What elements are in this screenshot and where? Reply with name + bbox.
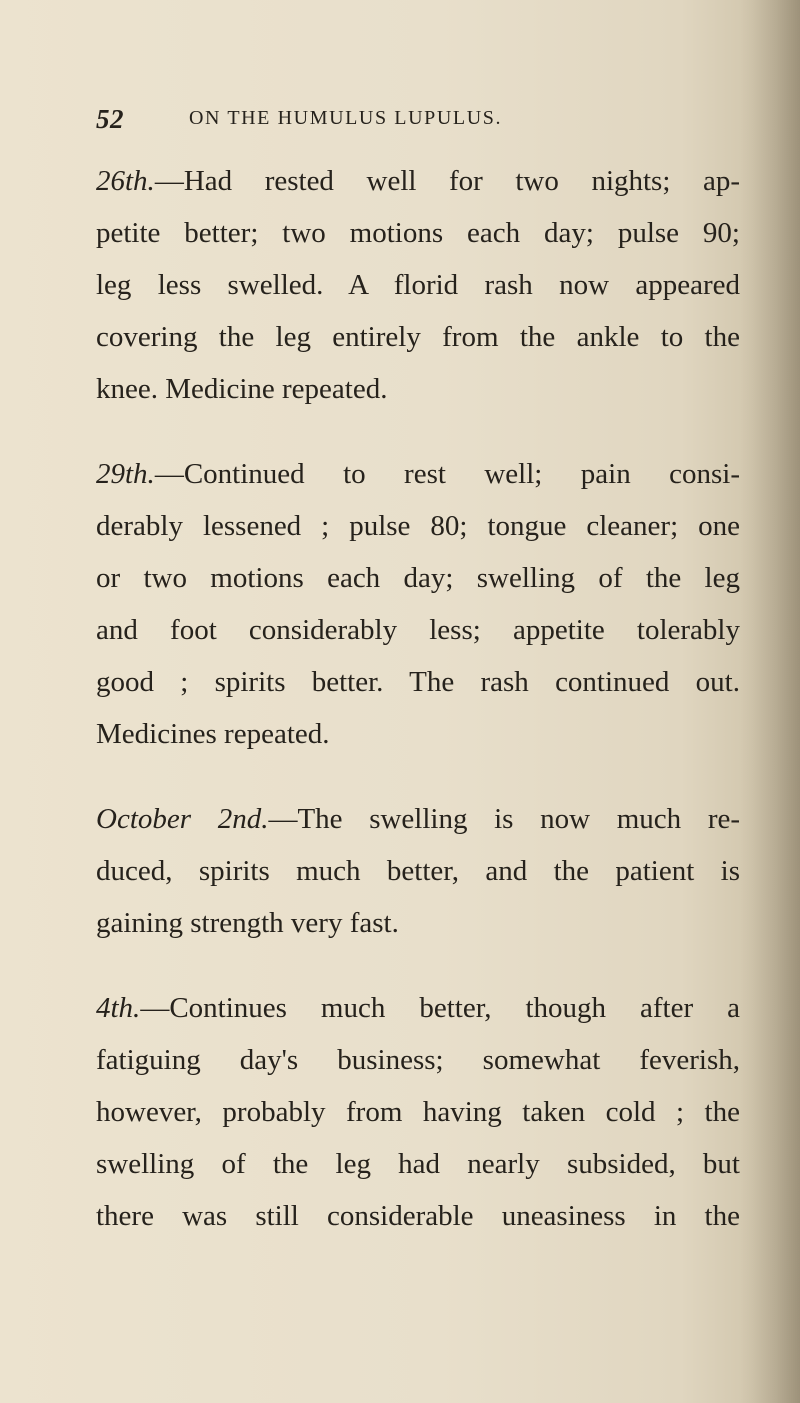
- entry-october-2nd: [96, 801, 740, 957]
- text-line: covering the leg entirely from the ankle to the: [96, 321, 740, 353]
- text-line: [96, 456, 740, 508]
- text-line: [96, 801, 740, 853]
- text-line: derably lessened ; pulse 80; tongue cleaner; one: [96, 510, 740, 542]
- text-line: duced, spirits much better, and the patient is: [96, 855, 740, 887]
- text-line: [96, 163, 740, 215]
- body-text: [96, 163, 740, 1283]
- page-edge-shadow: [740, 0, 800, 1403]
- text-line: leg less swelled. A florid rash now appeared: [96, 269, 740, 301]
- entry-29th: [96, 456, 740, 768]
- page-header: [96, 104, 696, 144]
- text-line: [96, 990, 740, 1042]
- text-line: petite better; two motions each day; pulse 90;: [96, 217, 740, 249]
- line-text: —Continued to rest well; pain consi-: [154, 458, 740, 490]
- entry-date: 29th.: [96, 458, 155, 490]
- text-line: good ; spirits better. The rash continued out.: [96, 666, 740, 698]
- text-line: and foot considerably less; appetite tolerably: [96, 614, 740, 646]
- entry-26th: [96, 163, 740, 423]
- entry-date: October 2nd.: [96, 803, 269, 835]
- text-line: fatiguing day's business; somewhat feverish,: [96, 1044, 740, 1076]
- text-line: Medicines repeated.: [96, 718, 330, 750]
- text-line: swelling of the leg had nearly subsided, but: [96, 1148, 740, 1180]
- text-line: or two motions each day; swelling of the leg: [96, 562, 740, 594]
- text-line: knee. Medicine repeated.: [96, 373, 388, 405]
- running-title: ON THE HUMULUS LUPULUS.: [189, 107, 503, 129]
- text-line: there was still considerable uneasiness in the: [96, 1200, 740, 1232]
- line-text: —Had rested well for two nights; ap-: [154, 165, 740, 197]
- text-line: however, probably from having taken cold ; the: [96, 1096, 740, 1128]
- line-text: —Continues much better, though after a: [140, 992, 740, 1024]
- text-line: gaining strength very fast.: [96, 907, 399, 939]
- entry-date: 4th.: [96, 992, 141, 1024]
- entry-4th: [96, 990, 740, 1250]
- entry-date: 26th.: [96, 165, 155, 197]
- page-number: 52: [96, 104, 124, 134]
- line-text: —The swelling is now much re-: [268, 803, 741, 835]
